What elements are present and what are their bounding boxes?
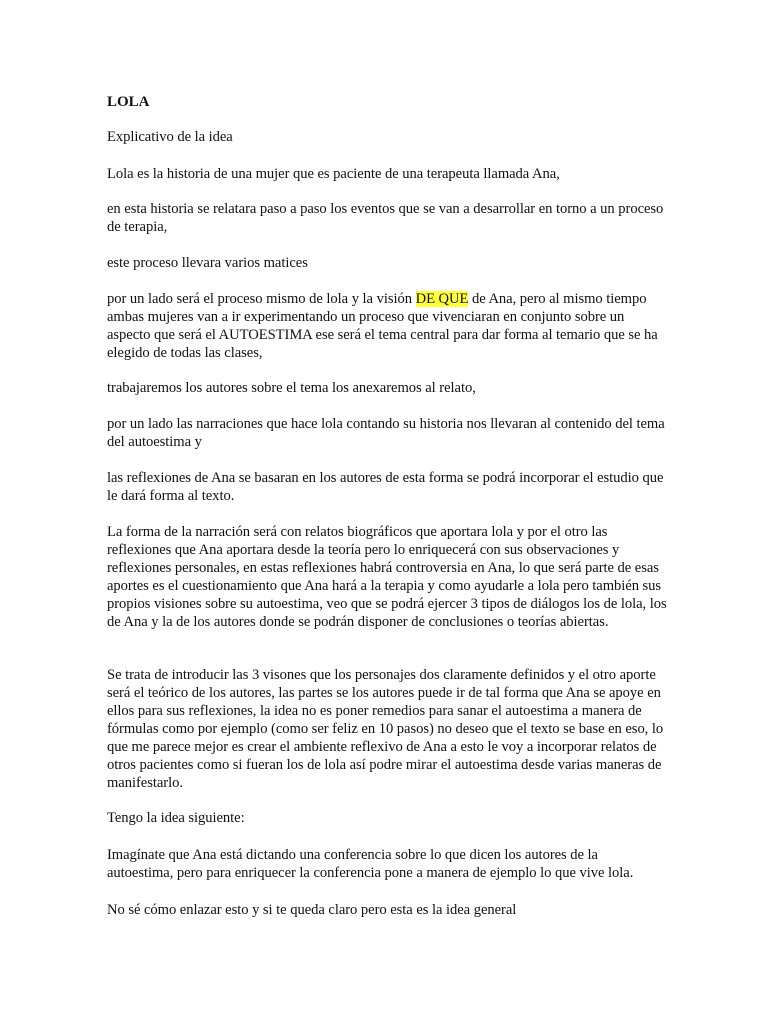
paragraph-2: en esta historia se relatara paso a paso los eventos que se van a desarrollar en torno a un proceso de terapia, bbox=[107, 201, 664, 235]
paragraph-5: trabajaremos los autores sobre el tema los anexaremos al relato, bbox=[107, 380, 476, 396]
paragraph-12: No sé cómo enlazar esto y si te queda claro pero esta es la idea general bbox=[107, 902, 517, 918]
paragraph-10: Tengo la idea siguiente: bbox=[107, 810, 245, 826]
paragraph-11: Imagínate que Ana está dictando una conferencia sobre lo que dicen los autores de la autoestima, pero para enriquecer la conferencia pone a manera de ejemplo lo que vive lola. bbox=[107, 847, 634, 881]
paragraph-4-text-a: por un lado será el proceso mismo de lola y la visión bbox=[107, 291, 416, 307]
paragraph-3: este proceso llevara varios matices bbox=[107, 255, 308, 271]
paragraph-8: La forma de la narración será con relatos biográficos que aportara lola y por el otro las reflexiones que Ana aportara desde la teoría pero lo enriquecerá con sus observaciones y reflexiones personales, en estas reflexiones habrá controversia en Ana, lo que será parte de esas aportes es el cuestionamiento que Ana hará a la terapia y como ayudarle a lola pero también sus propios visiones sobre su autoestima, veo que se podrá ejercer 3 tipos de diálogos los de lola, los de Ana y la de los autores donde se podrán disponer de conclusiones o teorías abiertas. bbox=[107, 524, 667, 630]
paragraph-4 bbox=[107, 290, 667, 362]
paragraph-6: por un lado las narraciones que hace lola contando su historia nos llevaran al contenido del tema del autoestima y bbox=[107, 416, 665, 450]
paragraph-1: Lola es la historia de una mujer que es paciente de una terapeuta llamada Ana, bbox=[107, 166, 560, 182]
paragraph-9: Se trata de introducir las 3 visones que los personajes dos claramente definidos y el otro aporte será el teórico de los autores, las partes se los autores puede ir de tal forma que Ana se apoye en ellos para sus reflexiones, la idea no es poner remedios para sanar el autoestima a manera de fórmulas como por ejemplo (como ser feliz en 10 pasos) no deseo que el texto se base en eso, lo que me parece mejor es crear el ambiente reflexivo de Ana a esto le voy a incorporar relatos de otros pacientes como si fueran los de lola así podre mirar el autoestima desde varias maneras de manifestarlo. bbox=[107, 667, 664, 791]
paragraph-7: las reflexiones de Ana se basaran en los autores de esta forma se podrá incorporar el estudio que le dará forma al texto. bbox=[107, 470, 664, 504]
document-subtitle: Explicativo de la idea bbox=[107, 129, 233, 145]
highlighted-text: DE QUE bbox=[415, 291, 469, 307]
paragraph-4-text-b: de Ana, pero al mismo tiempo ambas mujeres van a ir experimentando un proceso que vivenciaran en conjunto sobre un aspecto que será el AUTOESTIMA ese será el tema central para dar forma al temario que se ha elegido de todas las clases, bbox=[107, 291, 658, 361]
document-title: LOLA bbox=[107, 94, 150, 110]
